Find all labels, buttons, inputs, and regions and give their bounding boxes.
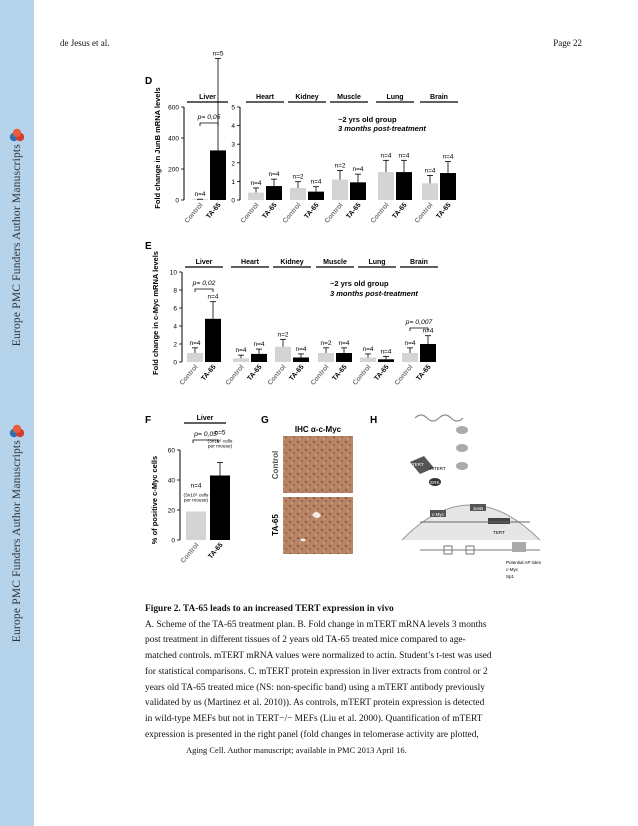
panel-d-brain-n-label: n=4 xyxy=(424,167,436,175)
panel-d-liver xyxy=(168,50,228,224)
y-tick-label: 5 xyxy=(231,104,235,112)
panel-e-liver-bar-ta65 xyxy=(205,319,221,362)
panel-e-heart-n-label: n=4 xyxy=(235,347,247,355)
panel-e-heart-bar-control xyxy=(233,358,249,362)
panel-e-muscle-category-label: TA-65 xyxy=(331,363,349,383)
y-tick-label: 400 xyxy=(168,135,179,143)
panel-f-pvalue: p= 0,05 xyxy=(194,431,217,438)
panel-d-liver-category-label: Control xyxy=(183,201,205,225)
signal-molecule xyxy=(456,426,468,434)
caption-line: expression is presented in the right panel (fold changes in telomerase activity are plotted, xyxy=(145,729,479,740)
panel-d-heart-category-label: Control xyxy=(239,201,261,225)
y-tick-label: 6 xyxy=(173,305,177,313)
panel-f-category-label: TA-65 xyxy=(207,541,225,561)
panel-e-chart xyxy=(170,259,438,387)
panel-e-lung-bar-control xyxy=(360,358,376,363)
panel-h-label: c-Myc xyxy=(432,512,444,517)
panel-d-pvalue-bracket xyxy=(200,123,218,126)
panel-d-group-title: Lung xyxy=(386,94,404,101)
panel-e-heart-bar-ta65 xyxy=(251,354,267,362)
y-tick-label: 4 xyxy=(173,323,177,331)
panel-e-liver-category-label: TA-65 xyxy=(200,363,218,383)
panel-f-cells-note: (3x10⁵ cells xyxy=(207,439,233,445)
sidebar-text-top: Europe PMC Funders Author Manuscripts xyxy=(11,144,23,347)
panel-e-lung-n-label: n=4 xyxy=(380,348,392,356)
panel-d-liver-category-label: TA-65 xyxy=(205,201,223,221)
panel-e-brain-category-label: TA-65 xyxy=(415,363,433,383)
panel-f-category-label: Control xyxy=(179,541,201,565)
panel-e-note2: 3 months post-treatment xyxy=(330,289,418,298)
legend-ap: Potential AP sites xyxy=(506,560,541,565)
panel-e-kidney-n-label: n=4 xyxy=(295,345,307,353)
y-tick-label: 2 xyxy=(231,160,235,168)
panel-d-group-title: Brain xyxy=(430,94,448,101)
signal-molecule xyxy=(456,444,468,452)
panel-e-note1: ~2 yrs old group xyxy=(330,279,389,288)
panel-d-lung-n-label: n=4 xyxy=(398,152,410,160)
panel-e-brain-pvalue: p= 0,007 xyxy=(405,319,433,326)
panel-e-muscle-bar-control xyxy=(318,353,334,362)
panel-d-lung-category-label: Control xyxy=(369,201,391,225)
panel-f-group-title: Liver xyxy=(196,415,214,422)
sidebar-text-bottom: Europe PMC Funders Author Manuscripts xyxy=(11,440,23,643)
caption-line: years old TA-65 treated mice (NS: non-specific band) using a mTERT antibody previously xyxy=(145,682,485,693)
y-tick-label: 2 xyxy=(173,341,177,349)
panel-e-group-title: Heart xyxy=(241,259,259,266)
panel-e-brain-category-label: Control xyxy=(393,363,415,387)
panel-g-title: IHC α-c-Myc xyxy=(294,425,342,434)
panel-e-liver-pvalue: p= 0,02 xyxy=(192,280,216,287)
panel-e-kidney-bar-ta65 xyxy=(293,358,309,363)
panel-f-n-label: n=5 xyxy=(214,429,226,437)
panel-f-cells-note: per mouse) xyxy=(207,444,233,450)
panel-d-heart-bar-control xyxy=(248,193,264,200)
panel-d-kidney-n-label: n=2 xyxy=(292,173,304,181)
y-tick-label: 0 xyxy=(173,359,177,367)
panel-e-group-title: Liver xyxy=(195,259,213,266)
y-tick-label: 3 xyxy=(231,141,235,149)
panel-d-lung-category-label: TA-65 xyxy=(391,201,409,221)
figure-caption xyxy=(145,602,533,743)
panel-d-muscle-n-label: n=4 xyxy=(352,166,364,174)
header-page: Page 22 xyxy=(553,38,582,48)
panel-e-liver-n-label: n=4 xyxy=(189,339,201,347)
panel-d-brain-bar-ta65 xyxy=(440,173,456,200)
panel-d-kidney-bar-control xyxy=(290,188,306,200)
panel-e-brain-bar-ta65 xyxy=(420,344,436,362)
panel-h-label: mTERT xyxy=(430,466,446,471)
y-tick-label: 60 xyxy=(167,447,175,455)
panel-d-muscle-bar-control xyxy=(332,180,348,200)
panel-f-chart xyxy=(168,415,233,565)
panel-h-label: JunB xyxy=(472,506,484,511)
panel-f-bar-control xyxy=(186,512,206,541)
legend-cmyc: c-Myc xyxy=(506,567,518,572)
footer-citation: Aging Cell. Author manuscript; available in PMC 2013 April 16. xyxy=(186,745,407,755)
caption-line: matched controls. mTERT mRNA values were normalized to actin. Student’s t-test was used xyxy=(145,651,492,662)
caption-line: validated by us (Martinez et al. 2010)). As controls, mTERT protein expression is detected xyxy=(145,698,485,709)
panel-h-letter: H xyxy=(370,415,378,426)
panel-d-tissues xyxy=(231,94,458,225)
y-tick-label: 0 xyxy=(231,197,235,205)
panel-e-muscle-bar-ta65 xyxy=(336,353,352,362)
caption-line: post treatment in different tissues of 2 years old TA-65 treated mice compared to age- xyxy=(145,635,466,646)
y-tick-label: 200 xyxy=(168,166,179,174)
panel-d-group-title: Muscle xyxy=(337,94,361,101)
tert-start xyxy=(512,542,526,552)
panel-g-row-ta65: TA-65 xyxy=(271,514,280,536)
panel-e-liver-bar-control xyxy=(187,353,203,362)
panel-e-kidney-n-label: n=2 xyxy=(277,331,289,339)
panel-f-n-label: n=4 xyxy=(190,482,202,490)
panel-g-letter: G xyxy=(261,415,269,426)
panel-e-kidney-bar-control xyxy=(275,347,291,362)
panel-e-group-title: Kidney xyxy=(280,259,304,266)
panel-d-letter: D xyxy=(145,76,153,87)
panel-d-heart-bar-ta65 xyxy=(266,186,282,200)
panel-d-kidney-category-label: Control xyxy=(281,201,303,225)
membrane-receptor xyxy=(415,415,463,421)
y-tick-label: 20 xyxy=(167,507,175,515)
panel-d-group-title: Heart xyxy=(256,94,274,101)
panel-d-heart-category-label: TA-65 xyxy=(261,201,279,221)
panel-h-label: ERK xyxy=(430,480,440,485)
panel-d-lung-bar-ta65 xyxy=(396,172,412,200)
panel-d-kidney-category-label: TA-65 xyxy=(303,201,321,221)
signal-molecule xyxy=(456,462,468,470)
panel-e-heart-category-label: TA-65 xyxy=(246,363,264,383)
panel-f-bar-ta65 xyxy=(210,476,230,541)
panel-e-brain-n-label: n=4 xyxy=(422,327,434,335)
panel-e-liver-n-label: n=4 xyxy=(207,293,219,301)
panel-d-brain-n-label: n=4 xyxy=(442,153,454,161)
panel-d-liver-n-label: n=5 xyxy=(212,50,224,58)
panel-e-ylabel: Fold change in c-Myc mRNA levels xyxy=(151,251,160,375)
panel-d-kidney-bar-ta65 xyxy=(308,192,324,200)
y-tick-label: 10 xyxy=(169,269,177,277)
panel-d-liver-bar-ta65 xyxy=(210,150,226,200)
panel-d-brain-bar-control xyxy=(422,183,438,200)
y-tick-label: 40 xyxy=(167,477,175,485)
header-author: de Jesus et al. xyxy=(60,38,110,48)
panel-e-heart-n-label: n=4 xyxy=(253,341,265,349)
caption-line: in wild-type MEFs but not in TERT−/− MEFs (Liu et al. 2000). Quantification of mTERT xyxy=(145,713,483,724)
panel-d-lung-n-label: n=4 xyxy=(380,152,392,160)
panel-d-liver-n-label: n=4 xyxy=(194,191,206,199)
panel-f-ylabel: % of positive c-Myc cells xyxy=(150,455,159,545)
panel-g-row-control: Control xyxy=(271,450,280,480)
panel-d-brain-category-label: TA-65 xyxy=(435,201,453,221)
panel-d-kidney-n-label: n=4 xyxy=(310,178,322,186)
caption-title: Figure 2. TA-65 leads to an increased TERT expression in vivo xyxy=(145,604,394,614)
panel-e-lung-category-label: Control xyxy=(351,363,373,387)
panel-d-heart-n-label: n=4 xyxy=(250,179,262,187)
caption-line: A. Scheme of the TA-65 treatment plan. B. Fold change in mTERT mRNA levels 3 months xyxy=(145,619,487,630)
y-tick-label: 4 xyxy=(231,123,235,131)
mtert-gene xyxy=(488,518,510,524)
panel-d-muscle-category-label: TA-65 xyxy=(345,201,363,221)
ihc-control-image xyxy=(283,436,353,493)
panel-h-label: TERT xyxy=(493,530,505,535)
panel-e-kidney-category-label: Control xyxy=(266,363,288,387)
panel-d-pvalue: p= 0,05 xyxy=(197,114,221,121)
panel-f-cells-note: (3x10⁵ cells xyxy=(183,493,209,499)
panel-d-group-title: Kidney xyxy=(295,94,319,101)
panel-e-muscle-n-label: n=2 xyxy=(320,339,332,347)
panel-e-muscle-category-label: Control xyxy=(309,363,331,387)
panel-e-muscle-n-label: n=4 xyxy=(338,339,350,347)
panel-e-brain-bar-control xyxy=(402,353,418,362)
panel-e-letter: E xyxy=(145,241,152,252)
y-tick-label: 0 xyxy=(171,537,175,545)
panel-e-lung-n-label: n=4 xyxy=(362,345,374,353)
panel-e-liver-category-label: Control xyxy=(178,363,200,387)
legend-sp1: Sp1 xyxy=(506,574,515,579)
panel-f-cells-note: per mouse) xyxy=(183,498,209,504)
panel-d-muscle-category-label: Control xyxy=(323,201,345,225)
panel-e-kidney-category-label: TA-65 xyxy=(288,363,306,383)
panel-e-lung-bar-ta65 xyxy=(378,359,394,362)
y-tick-label: 8 xyxy=(173,287,177,295)
panel-d-ylabel: Fold change in JunB mRNA levels xyxy=(153,87,162,209)
panel-d-heart-n-label: n=4 xyxy=(268,171,280,179)
caption-line: for statistical comparisons. C. mTERT protein expression in liver extracts from control or 2 xyxy=(145,666,488,677)
panel-d-muscle-bar-ta65 xyxy=(350,182,366,200)
panel-e-group-title: Lung xyxy=(368,259,386,266)
panel-h-diagram xyxy=(402,415,542,579)
panel-d-muscle-n-label: n=2 xyxy=(334,162,346,170)
panel-e-brain-n-label: n=4 xyxy=(404,339,416,347)
panel-d-lung-bar-control xyxy=(378,172,394,200)
y-tick-label: 1 xyxy=(231,178,235,186)
panel-d-brain-category-label: Control xyxy=(413,201,435,225)
panel-h-label: mTERT xyxy=(408,462,424,467)
panel-e-group-title: Brain xyxy=(410,259,428,266)
panel-e-lung-category-label: TA-65 xyxy=(373,363,391,383)
panel-e-group-title: Muscle xyxy=(323,259,347,266)
panel-e-liver-pvalue-bracket xyxy=(195,289,213,292)
panel-d-note2: 3 months post-treatment xyxy=(338,124,426,133)
panel-e-heart-category-label: Control xyxy=(224,363,246,387)
ihc-ta65-image xyxy=(283,497,353,554)
panel-f-letter: F xyxy=(145,415,152,426)
y-tick-label: 0 xyxy=(175,197,179,205)
panel-d-note1: ~2 yrs old group xyxy=(338,115,397,124)
panel-d-group-title: Liver xyxy=(199,94,216,101)
y-tick-label: 600 xyxy=(168,104,179,112)
